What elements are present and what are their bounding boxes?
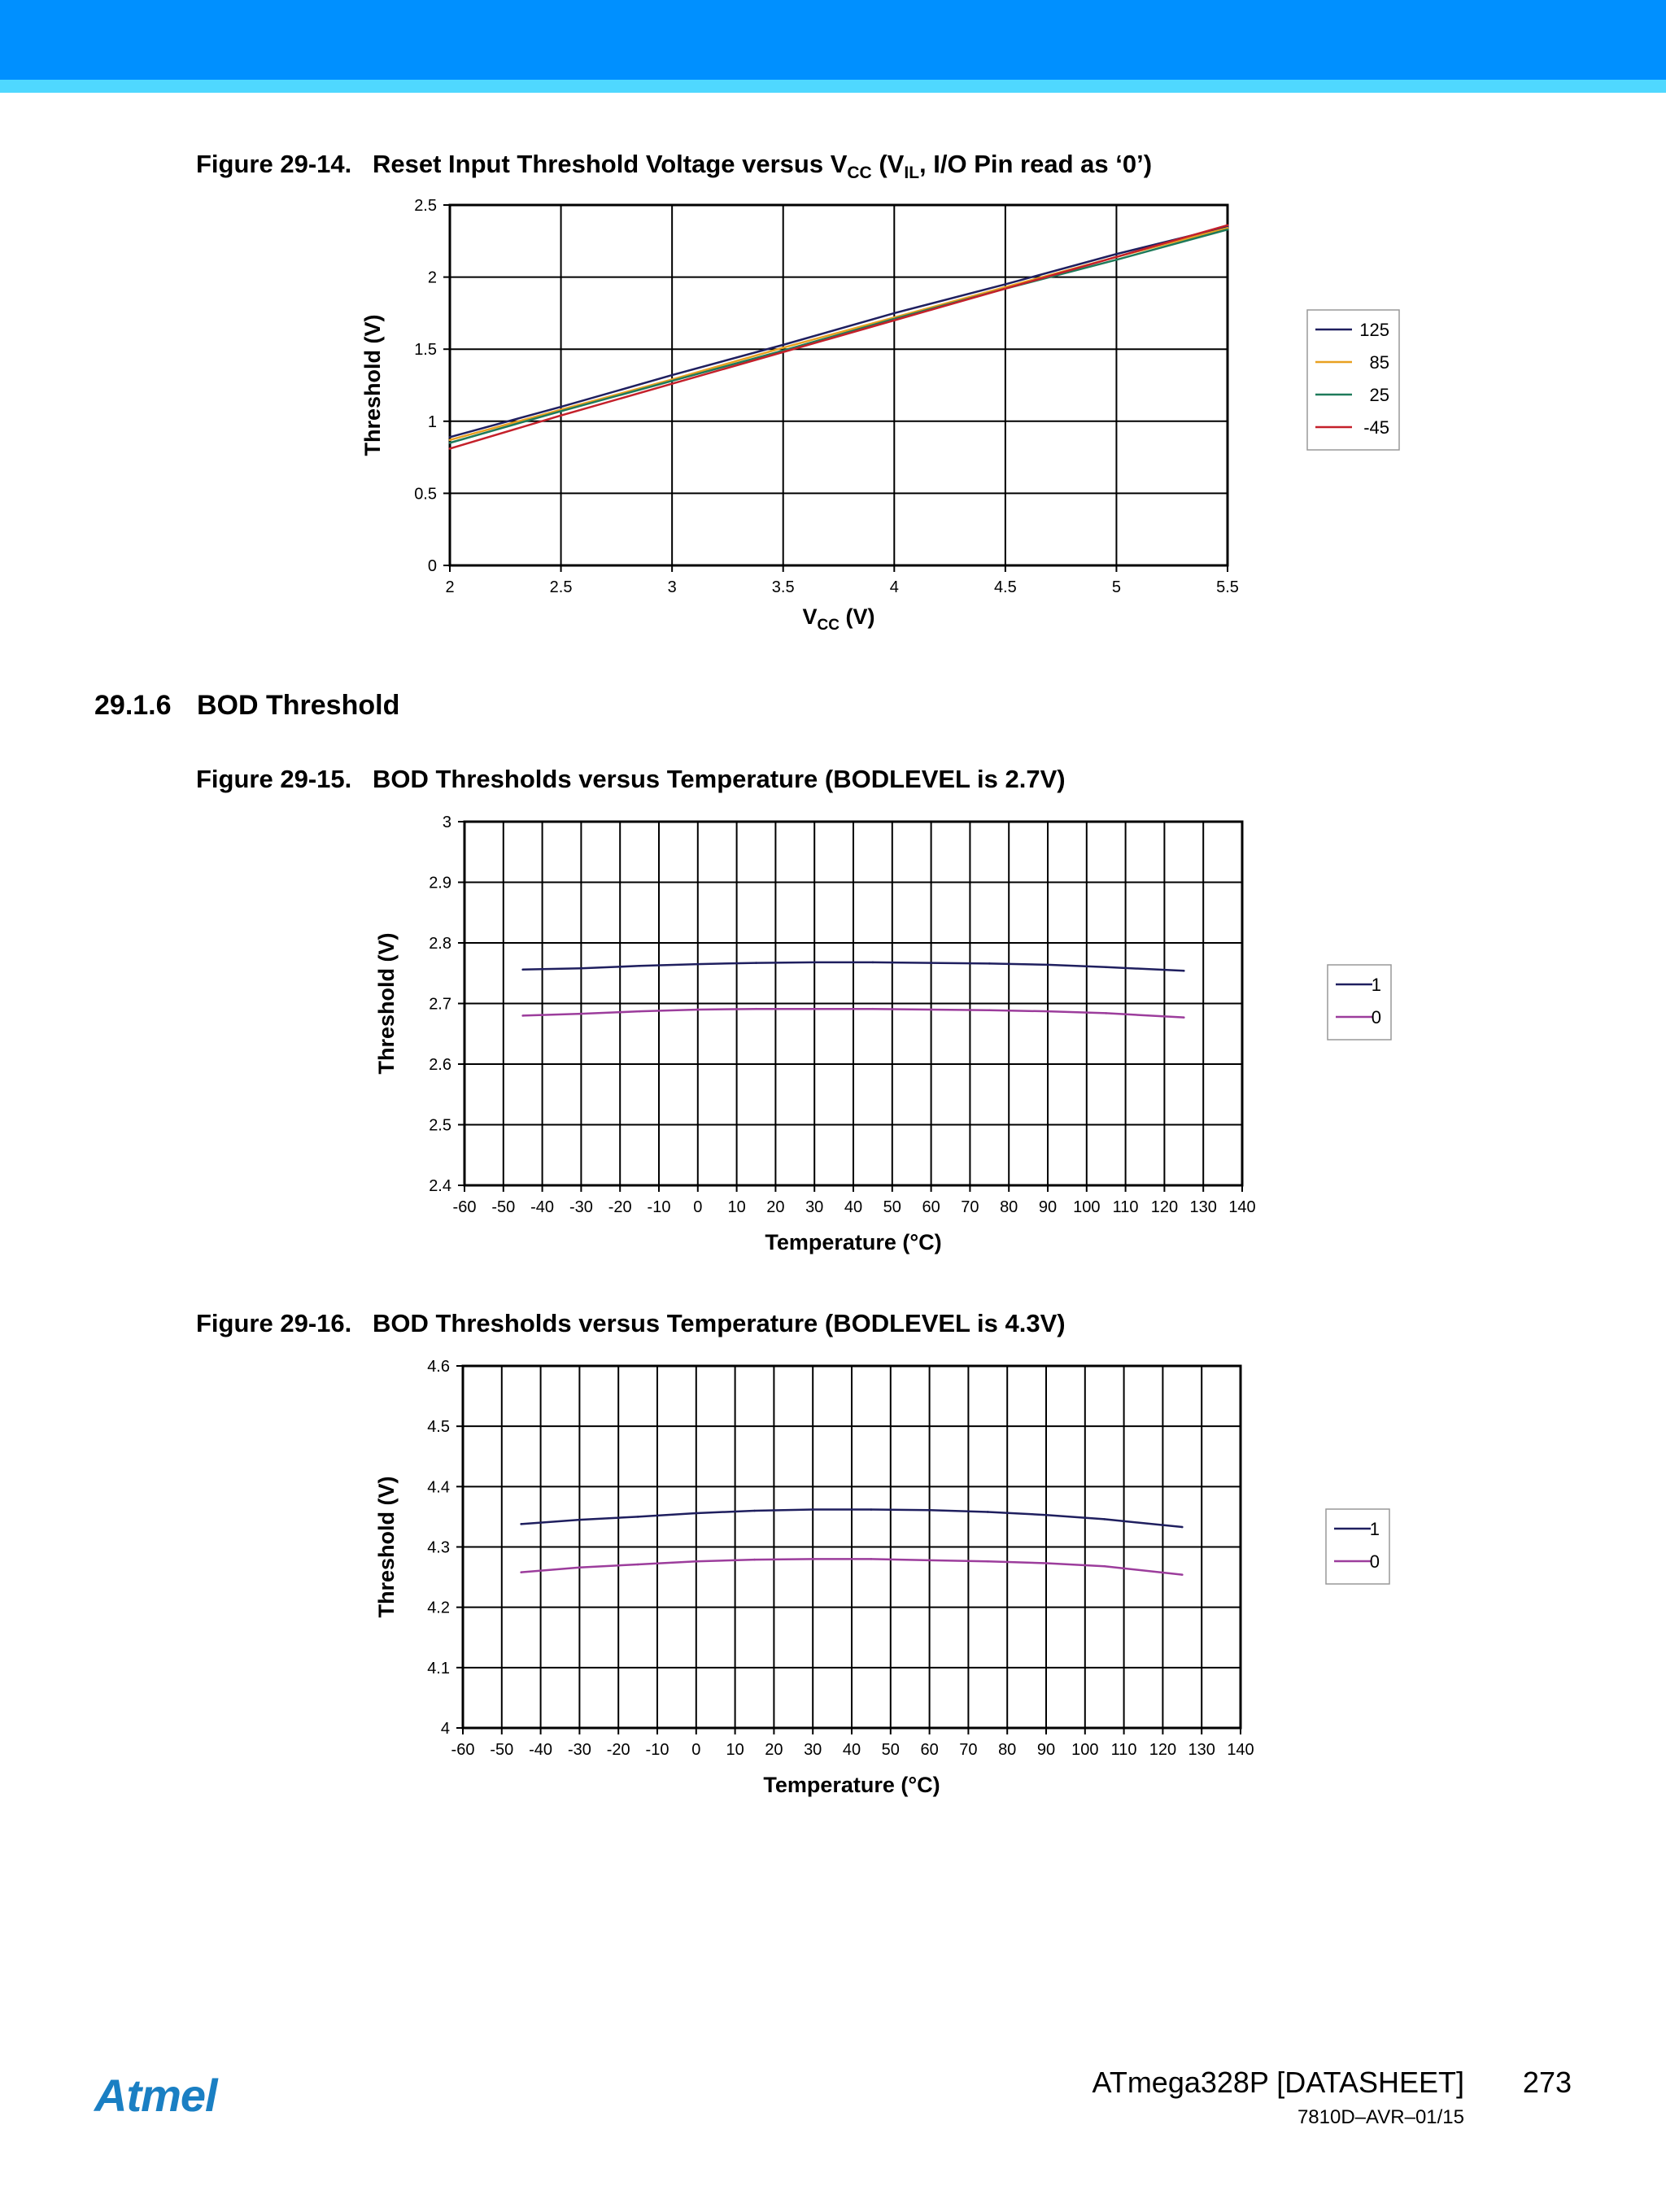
x-tick-label: 0 <box>693 1198 703 1216</box>
legend-box <box>1326 1509 1389 1584</box>
x-tick-label: -60 <box>452 1198 477 1216</box>
x-tick-label: 70 <box>961 1198 979 1216</box>
y-tick-label: 4.1 <box>427 1659 450 1678</box>
x-tick-label: 20 <box>765 1741 783 1759</box>
y-tick-label: 2 <box>427 268 437 287</box>
legend-label: 85 <box>1369 352 1389 373</box>
x-tick-label: 80 <box>998 1741 1017 1759</box>
x-tick-label: 40 <box>842 1741 861 1759</box>
figure-number: Figure 29-15. <box>196 765 352 793</box>
y-axis-label: Threshold (V) <box>360 314 385 456</box>
figure-number: Figure 29-14. <box>196 150 352 178</box>
x-tick-label: -50 <box>491 1198 516 1216</box>
data-point <box>1181 1526 1184 1529</box>
legend-label: -45 <box>1363 417 1389 438</box>
legend-label: 1 <box>1371 975 1381 995</box>
data-point <box>870 1508 873 1511</box>
x-tick-label: 50 <box>881 1741 900 1759</box>
x-tick-label: -30 <box>569 1198 593 1216</box>
atmel-logo: Atmel <box>94 2070 217 2121</box>
x-tick-label: 10 <box>727 1198 746 1216</box>
data-point <box>812 1558 814 1560</box>
data-point <box>696 1560 698 1563</box>
data-point <box>520 1523 522 1525</box>
x-tick-label: 120 <box>1150 1198 1179 1216</box>
x-axis-label: Temperature (°C) <box>763 1773 940 1797</box>
x-tick-label: 110 <box>1110 1741 1137 1759</box>
y-tick-label: 0 <box>427 557 437 575</box>
data-point <box>1045 1514 1048 1516</box>
legend-label: 25 <box>1369 385 1389 405</box>
x-tick-label: 90 <box>1038 1198 1058 1216</box>
data-point <box>812 1508 814 1511</box>
x-axis-label: $V_{CC}$ (V) <box>802 604 875 634</box>
data-point <box>753 1510 756 1512</box>
data-point <box>637 1564 639 1566</box>
x-tick-label: 5 <box>1111 578 1121 596</box>
x-tick-label: -40 <box>530 1198 555 1216</box>
x-tick-label: -50 <box>490 1741 514 1759</box>
y-tick-label: 2.8 <box>429 935 451 953</box>
legend-label: 0 <box>1369 1551 1380 1572</box>
x-tick-label: 3 <box>667 578 677 596</box>
x-tick-label: -40 <box>529 1741 553 1759</box>
page-number: 273 <box>1522 2066 1572 2099</box>
data-point <box>987 1511 989 1513</box>
y-tick-label: 2.4 <box>429 1177 451 1195</box>
x-tick-label: 2 <box>445 578 455 596</box>
legend-label: 125 <box>1359 320 1389 340</box>
x-tick-label: -20 <box>606 1741 630 1759</box>
y-tick-label: 4.4 <box>427 1478 450 1497</box>
data-point <box>578 1566 581 1568</box>
x-tick-label: 30 <box>805 1198 824 1216</box>
y-tick-label: 4 <box>440 1720 450 1738</box>
y-tick-label: 4.6 <box>427 1358 450 1376</box>
x-tick-label: 20 <box>766 1198 785 1216</box>
y-tick-label: 4.3 <box>427 1538 450 1557</box>
y-tick-label: 0.5 <box>414 485 437 504</box>
x-tick-label: 140 <box>1227 1741 1254 1759</box>
x-axis-label: Temperature (°C) <box>765 1230 942 1254</box>
x-tick-label: 60 <box>922 1198 940 1216</box>
data-point <box>1103 1565 1106 1568</box>
data-point <box>870 1558 873 1560</box>
x-tick-label: -30 <box>567 1741 591 1759</box>
x-tick-label: 2.5 <box>549 578 573 596</box>
y-tick-label: 3 <box>442 814 451 831</box>
x-tick-label: 130 <box>1188 1741 1215 1759</box>
x-tick-label: -60 <box>451 1741 475 1759</box>
x-tick-label: 140 <box>1228 1198 1256 1216</box>
y-tick-label: 4.5 <box>427 1418 450 1437</box>
x-tick-label: 80 <box>1000 1198 1018 1216</box>
x-tick-label: 50 <box>883 1198 901 1216</box>
data-point <box>520 1571 522 1573</box>
x-tick-label: 100 <box>1071 1741 1099 1759</box>
x-tick-label: 40 <box>844 1198 863 1216</box>
x-tick-label: 4 <box>889 578 899 596</box>
x-tick-label: 3.5 <box>771 578 795 596</box>
y-tick-label: 1.5 <box>414 341 437 360</box>
x-tick-label: 70 <box>959 1741 978 1759</box>
doc-code: 7810D–AVR–01/15 <box>1297 2106 1464 2128</box>
x-tick-label: 10 <box>726 1741 744 1759</box>
x-tick-label: 130 <box>1189 1198 1217 1216</box>
data-point <box>987 1560 989 1563</box>
x-tick-label: 0 <box>691 1741 701 1759</box>
x-tick-label: 5.5 <box>1216 578 1239 596</box>
x-tick-label: 90 <box>1036 1741 1056 1759</box>
section-number: 29.1.6 <box>94 690 172 721</box>
figure-number: Figure 29-16. <box>196 1309 352 1337</box>
section-title: BOD Threshold <box>197 690 400 721</box>
y-axis-label: Threshold (V) <box>374 932 399 1075</box>
y-tick-label: 1 <box>427 412 437 431</box>
y-axis-label: Threshold (V) <box>374 1476 399 1618</box>
data-point <box>1103 1518 1106 1520</box>
y-tick-label: 2.9 <box>429 874 451 892</box>
y-tick-label: 2.7 <box>429 995 451 1014</box>
data-point <box>1181 1573 1184 1576</box>
x-tick-label: 60 <box>920 1741 939 1759</box>
figure-title: BOD Thresholds versus Temperature (BODLEVEL is 4.3V) <box>373 1309 1066 1337</box>
x-tick-label: -10 <box>645 1741 669 1759</box>
data-point <box>928 1560 931 1562</box>
y-tick-label: 2.5 <box>414 197 437 215</box>
legend-label: 0 <box>1371 1007 1381 1027</box>
data-point <box>696 1512 698 1515</box>
y-tick-label: 2.6 <box>429 1056 451 1074</box>
data-point <box>753 1559 756 1561</box>
figure-title: Reset Input Threshold Voltage versus $V_{CC}$ ($V_{IL}$, I/O Pin read as ‘0’) <box>373 150 1153 183</box>
data-point <box>1045 1562 1048 1564</box>
data-point <box>928 1509 931 1512</box>
x-tick-label: 30 <box>804 1741 822 1759</box>
x-tick-label: -20 <box>608 1198 632 1216</box>
x-tick-label: 100 <box>1073 1198 1101 1216</box>
figure-title: BOD Thresholds versus Temperature (BODLEVEL is 2.7V) <box>373 765 1066 793</box>
data-point <box>637 1516 639 1518</box>
y-tick-label: 2.5 <box>429 1116 451 1135</box>
data-point <box>578 1519 581 1521</box>
x-tick-label: -10 <box>647 1198 671 1216</box>
x-tick-label: 120 <box>1149 1741 1177 1759</box>
x-tick-label: 4.5 <box>993 578 1017 596</box>
doc-title: ATmega328P [DATASHEET] <box>1092 2066 1464 2099</box>
legend-label: 1 <box>1369 1519 1380 1539</box>
y-tick-label: 4.2 <box>427 1599 450 1617</box>
x-tick-label: 110 <box>1112 1198 1139 1216</box>
